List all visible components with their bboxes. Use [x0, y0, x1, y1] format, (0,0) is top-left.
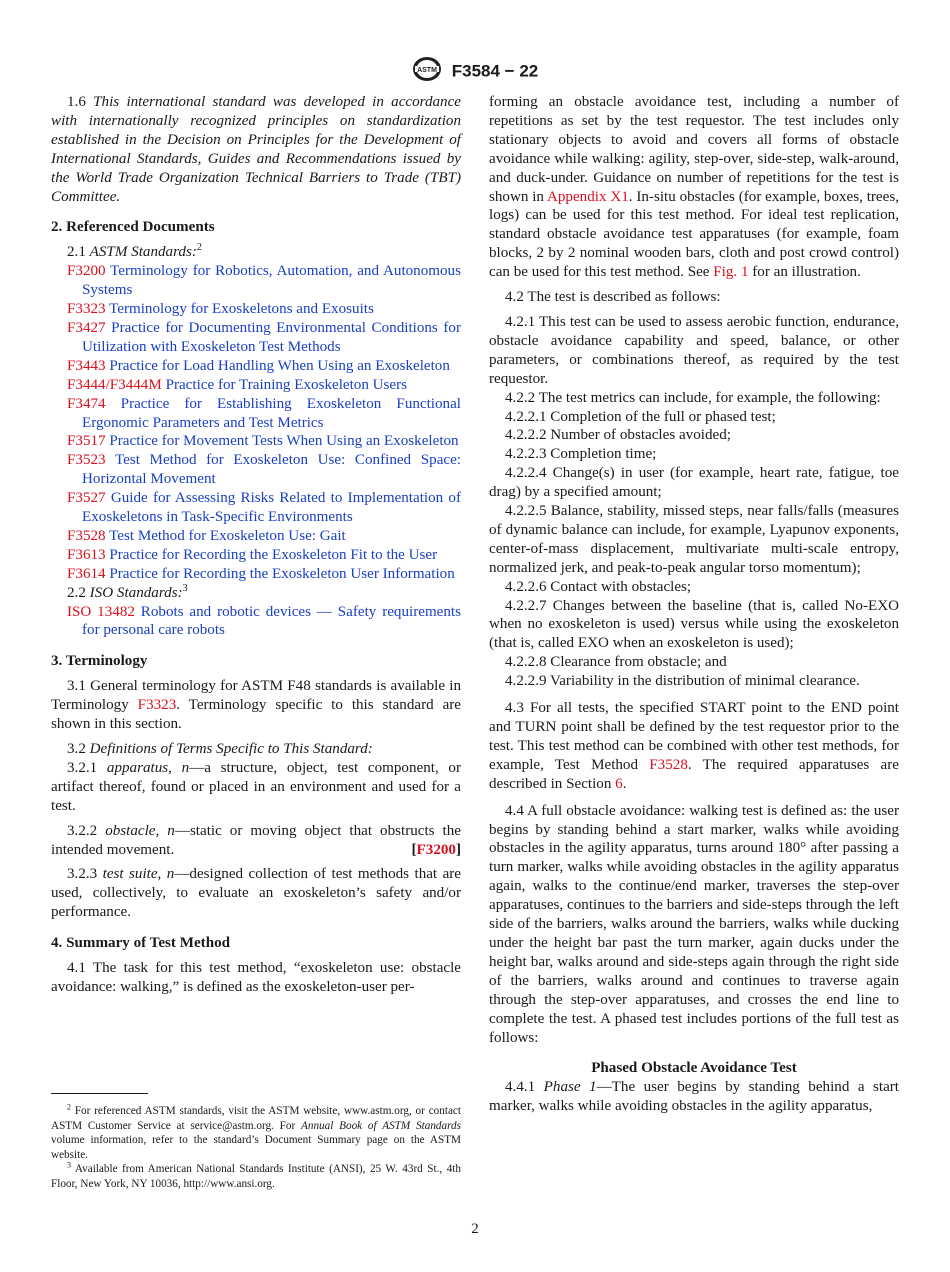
reference-item[interactable]: F3613 Practice for Recording the Exoskeleton Fit to the User [67, 546, 438, 563]
reference-item[interactable]: F3323 Terminology for Exoskeletons and Exosuits [67, 301, 374, 318]
paragraph-3-2: 3.2 Definitions of Terms Specific to This Standard: [67, 741, 373, 757]
section-3-title: 3. Terminology [51, 653, 148, 670]
metric-item: 4.2.2.6 Contact with obstacles; [505, 578, 692, 595]
astm-logo-icon [412, 56, 442, 87]
paragraph-4-2-2: 4.2.2 The test metrics can include, for example, the following: [505, 389, 881, 406]
phased-test-heading: Phased Obstacle Avoidance Test [591, 1060, 797, 1077]
metric-item: 4.2.2.8 Clearance from obstacle; and [505, 654, 727, 671]
definition-apparatus: 3.2.1 apparatus, n—a structure, object, test component, or artifact thereof, found or placed in an environment and used for a test. [51, 759, 461, 814]
reference-item[interactable]: F3517 Practice for Movement Tests When Using an Exoskeleton [67, 433, 459, 450]
metric-item: 4.2.2.9 Variability in the distribution of minimal clearance. [505, 673, 860, 690]
section-6-link[interactable]: 6 [615, 775, 623, 792]
section-2-title: 2. Referenced Documents [51, 219, 215, 236]
definition-test-suite: 3.2.3 test suite, n—designed collection of test methods that are used, collectively, to evaluate an exoskeleton’s safety and/or performance. [51, 866, 461, 921]
reference-item[interactable]: F3443 Practice for Load Handling When Using an Exoskeleton [67, 357, 450, 374]
f3323-link[interactable]: F3323 [137, 697, 177, 714]
reference-item[interactable]: F3474 Practice for Establishing Exoskeleton Functional Ergonomic Parameters and Test Metrics [67, 395, 461, 431]
footnote-rule [51, 1093, 148, 1094]
section-4-title: 4. Summary of Test Method [51, 935, 231, 952]
paragraph-4-1-continued: forming an obstacle avoidance test, including a number of repetitions as set by the test requestor. The test includes only stationary objects to avoid and covers all forms of obstacle avoidance while walking: agility, step-over, side-step, walk-around, and duck-under. Guidance on number of repetitions for the test is shown in Appendix X1. In-situ obstacles (for example, boxes, trees, logs) can be used for this test method. For ideal test replication, standard obstacle avoidance test apparatuses (for example, foam blocks, 2 by 2 nominal wooden bars, cloth and post crowd control) can be used for this test method. See Fig. 1 for an illustration. [489, 94, 899, 281]
paragraph-4-2: 4.2 The test is described as follows: [505, 289, 721, 306]
metric-item: 4.2.2.3 Completion time; [505, 446, 657, 463]
metric-item: 4.2.2.4 Change(s) in user (for example, heart rate, fatigue, toe drag) by a specified amount; [489, 465, 899, 501]
footnote-2: $^2$ For referenced ASTM standards, visit the ASTM website, www.astm.org, or contact ASTM Customer Service at service@astm.org. For Annual Book of ASTM Standards volume information, refer to the standard’s Document Summary page on the ASTM website. [51, 1102, 461, 1161]
paragraph-4-2-1: 4.2.1 This test can be used to assess aerobic function, endurance, obstacle avoidance capability and speed, balance, or other parameters, or combinations thereof, as required by the test requestor. [489, 313, 899, 387]
paragraph-4-4: 4.4 A full obstacle avoidance: walking test is defined as: the user begins by standing behind a start marker, walks while avoiding obstacles in the agility apparatus, turns around 180° after passing a turn marker, walks while avoiding obstacles in the agility apparatus again, walks to the continue/end marker, traverses the step-over apparatuses, continues to the barriers and side-steps through the left side of the barriers, walks around the barriers, walks while ducking under the height bar past the turn marker, again ducks under the height bar, walks around and side-steps again through the right side of the barriers, walks around and continues to traverse again through the step-over apparatuses, and crosses the end line to complete the test. A phased test includes portions of the full test as follows: [489, 802, 899, 1046]
reference-item[interactable]: F3200 Terminology for Robotics, Automation, and Autonomous Systems [67, 263, 461, 299]
definition-obstacle: 3.2.2 obstacle, n—static or moving object that obstructs the intended movement. [F3200] [51, 822, 461, 858]
paragraph-4-3: 4.3 For all tests, the specified START point to the END point and TURN point shall be defined by the test requestor prior to the test. This test method can be combined with other test methods, for example, Test Method F3528. The required apparatuses are described in Section 6. [489, 700, 899, 792]
reference-item[interactable]: F3528 Test Method for Exoskeleton Use: Gait [67, 527, 346, 544]
paragraph-4-1: 4.1 The task for this test method, “exoskeleton use: obstacle avoidance: walking,” is defined as the exoskeleton-user per- [51, 960, 461, 995]
reference-item[interactable]: F3523 Test Method for Exoskeleton Use: Confined Space: Horizontal Movement [67, 452, 461, 488]
iso-reference-item[interactable]: ISO 13482 Robots and robotic devices — Safety requirements for personal care robots [67, 603, 461, 639]
designation: F3584 − 22 [451, 61, 539, 81]
left-column [51, 93, 461, 997]
metric-item: 4.2.2.1 Completion of the full or phased test; [505, 408, 776, 425]
footnote-3: $^3$ Available from American National Standards Institute (ANSI), 25 W. 43rd St., 4th Floor, New York, NY 10036, http://www.ansi.org. [51, 1160, 461, 1190]
paragraph-1-6: 1.6 This international standard was developed in accordance with internationally recognized principles on standardization established in the Decision on Principles for the Development of International Standards, Guides and Recommendations issued by the World Trade Organization Technical Barriers to Trade (TBT) Committee. [51, 94, 461, 205]
appendix-x1-link[interactable]: Appendix X1 [546, 188, 629, 205]
reference-item[interactable]: F3527 Guide for Assessing Risks Related to Implementation of Exoskeletons in Task-Specific Environments [67, 490, 461, 526]
paragraph-4-4-1: 4.4.1 Phase 1—The user begins by standing behind a start marker, walks while avoiding obstacles in the agility apparatus, [489, 1079, 899, 1115]
reference-item[interactable]: F3427 Practice for Documenting Environmental Conditions for Utilization with Exoskeleton Test Methods [67, 319, 461, 355]
svg-text:ASTM: ASTM [416, 67, 437, 74]
paragraph-3-1: 3.1 General terminology for ASTM F48 standards is available in Terminology F3323. Terminology specific to this standard are shown in this section. [51, 678, 462, 733]
page-number: 2 [471, 1221, 479, 1237]
fig-1-link[interactable]: Fig. 1 [713, 264, 749, 281]
f3528-link[interactable]: F3528 [649, 756, 688, 773]
metric-item: 4.2.2.2 Number of obstacles avoided; [505, 427, 731, 444]
reference-item[interactable]: F3614 Practice for Recording the Exoskeleton User Information [67, 565, 455, 582]
reference-item[interactable]: F3444/F3444M Practice for Training Exoskeleton Users [67, 376, 408, 393]
f3200-link[interactable]: F3200 [416, 841, 456, 858]
iso-standards-label: 2.2 ISO Standards:$^3$ [67, 582, 188, 601]
metric-item: 4.2.2.7 Changes between the baseline (that is, called No-EXO when no exoskeleton is used) versus while using the exoskeleton (that is, called EXO when an exoskeleton is used); [489, 597, 899, 652]
right-column [489, 93, 899, 1116]
page-header [0, 56, 950, 87]
metric-item: 4.2.2.5 Balance, stability, missed steps, near falls/falls (measures of dynamic balance can include, for example, Lyapunov exponents, center-of-mass displacement, multivariate multi-scale entropy, normalized jerk, and peak-to-peak angular torso momentum); [489, 503, 899, 576]
astm-standards-label: 2.1 ASTM Standards:$^2$ [67, 242, 202, 261]
